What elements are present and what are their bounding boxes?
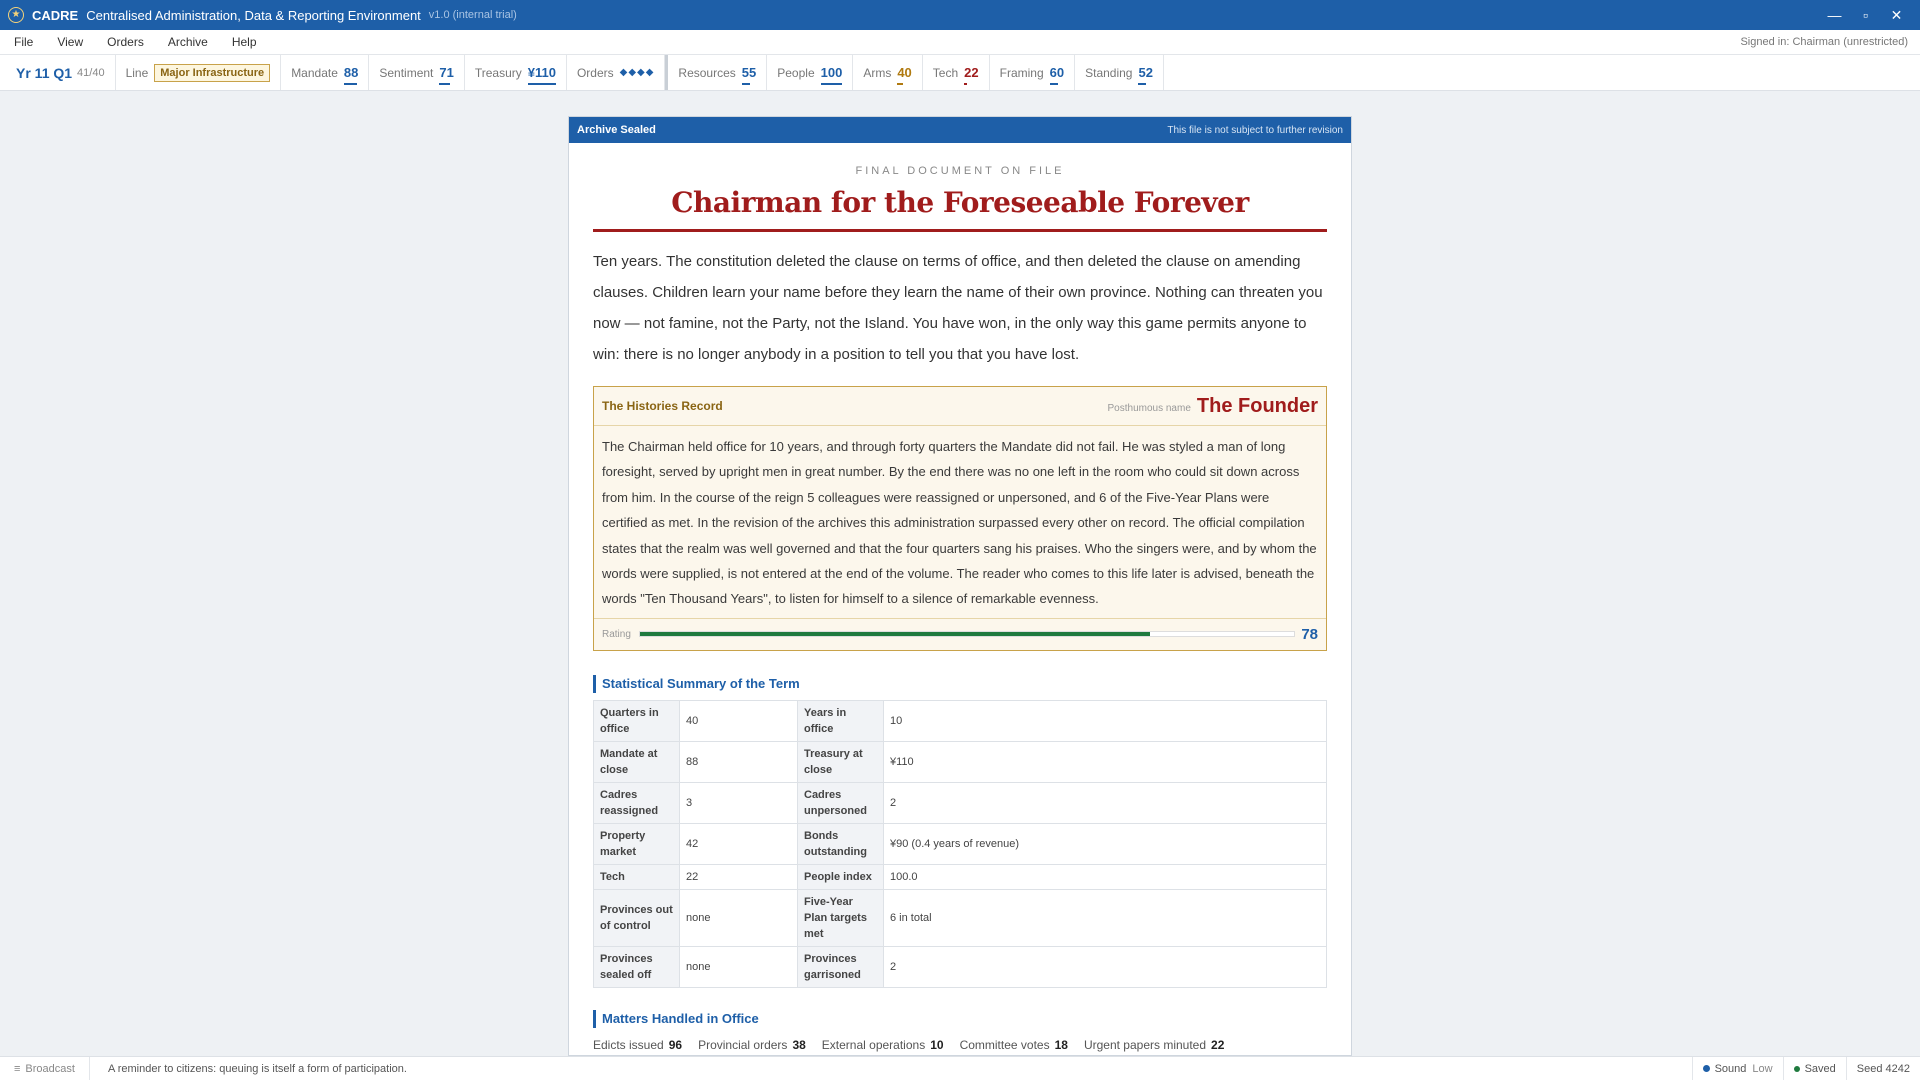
metric-label: Resources xyxy=(678,65,736,80)
menu-view[interactable]: View xyxy=(57,35,84,49)
document-kicker: FINAL DOCUMENT ON FILE xyxy=(855,165,1065,177)
document-header xyxy=(569,117,1351,143)
matter-label: Edicts issued xyxy=(593,1037,664,1052)
metric-value-text: 88 xyxy=(343,65,359,80)
broadcast-message: A reminder to citizens: queuing is itself a form of participation. xyxy=(107,1062,407,1075)
table-key-cell: Five-Year Plan targets met xyxy=(798,889,884,946)
minimize-icon[interactable]: — xyxy=(1827,6,1842,23)
posthumous-label: Posthumous name xyxy=(1107,402,1191,414)
archive-sealed-label: Archive Sealed xyxy=(577,124,656,136)
matter-item xyxy=(593,1038,682,1052)
table-row xyxy=(594,946,1327,987)
menu-help[interactable]: Help xyxy=(231,35,257,49)
line-badge: Major Infrastructure xyxy=(154,64,270,82)
line-indicator[interactable] xyxy=(116,55,282,90)
footer-status-group xyxy=(1692,1057,1920,1080)
table-key-cell: Treasury at close xyxy=(798,741,884,782)
metric-value xyxy=(1138,65,1152,80)
metric-value-text: ¥110 xyxy=(527,65,556,80)
document-intro: Ten years. The constitution deleted the clause on terms of office, and then deleted the clause on amending clauses. Children learn your name before they learn the name of their own province. Nothing can threaten you now — not famine, not the Party, not the Island. You have won, in the only way this game permits anyone to win: there is no longer anybody in a position to tell you that you have lost. xyxy=(593,253,1323,363)
metric-value xyxy=(821,65,843,80)
table-key-cell: Cadres unpersoned xyxy=(798,782,884,823)
metric-value xyxy=(964,65,978,80)
saved-indicator xyxy=(1783,1057,1846,1080)
rating-label: Rating xyxy=(602,628,631,640)
table-value-cell: 42 xyxy=(680,823,798,864)
table-value-cell: none xyxy=(680,946,798,987)
app-name: CADRE xyxy=(32,7,79,23)
app-version: v1.0 (internal trial) xyxy=(428,9,517,21)
matters-list xyxy=(593,1038,1327,1052)
saved-label: Saved xyxy=(1804,1062,1836,1075)
table-row xyxy=(594,823,1327,864)
sound-value: Low xyxy=(1752,1062,1773,1075)
table-value-cell: 2 xyxy=(884,946,1327,987)
table-key-cell: Mandate at close xyxy=(594,741,680,782)
metric-value xyxy=(897,65,911,80)
metric-level-bar xyxy=(439,83,449,85)
broadcast-label: Broadcast xyxy=(25,1062,75,1075)
metric-resources[interactable] xyxy=(668,55,767,90)
metrics-group-primary xyxy=(281,55,567,90)
metric-value xyxy=(439,65,453,80)
final-document xyxy=(568,116,1352,1056)
metric-mandate[interactable] xyxy=(281,55,369,90)
metric-sentiment[interactable] xyxy=(369,55,465,90)
status-footer xyxy=(0,1056,1920,1080)
rating-row xyxy=(594,618,1326,650)
table-key-cell: Provinces sealed off xyxy=(594,946,680,987)
seed-indicator xyxy=(1846,1057,1920,1080)
matter-item xyxy=(822,1038,944,1052)
table-row xyxy=(594,864,1327,889)
metric-arms[interactable] xyxy=(853,55,922,90)
star-logo-icon: ★ xyxy=(8,7,24,23)
metrics-group-secondary xyxy=(665,55,1164,90)
rating-value: 78 xyxy=(1301,625,1318,643)
table-key-cell: Bonds outstanding xyxy=(798,823,884,864)
table-key-cell: Quarters in office xyxy=(594,700,680,741)
table-value-cell: none xyxy=(680,889,798,946)
table-value-cell: 3 xyxy=(680,782,798,823)
table-value-cell: 40 xyxy=(680,700,798,741)
metric-tech[interactable] xyxy=(923,55,990,90)
menu-archive[interactable]: Archive xyxy=(167,35,208,49)
table-key-cell: Tech xyxy=(594,864,680,889)
table-key-cell: Property market xyxy=(594,823,680,864)
metric-treasury[interactable] xyxy=(465,55,567,90)
metric-standing[interactable] xyxy=(1075,55,1164,90)
broadcast-icon: ≡ xyxy=(14,1062,21,1075)
matter-item xyxy=(1084,1038,1224,1052)
metric-label: Treasury xyxy=(474,65,522,80)
metric-value-text: 52 xyxy=(1138,65,1153,80)
metric-level-bar xyxy=(742,83,750,85)
metric-label: Mandate xyxy=(291,65,338,80)
metric-value xyxy=(344,65,358,80)
metric-value-text: 55 xyxy=(741,65,757,80)
saved-dot-icon xyxy=(1794,1066,1800,1072)
rating-bar-fill xyxy=(640,632,1150,636)
metric-framing[interactable] xyxy=(990,55,1075,90)
metric-label: Tech xyxy=(932,65,959,80)
table-value-cell: ¥90 (0.4 years of revenue) xyxy=(884,823,1327,864)
metric-level-bar xyxy=(821,83,843,85)
matter-value: 18 xyxy=(1054,1037,1068,1052)
summary-table xyxy=(593,700,1327,988)
matter-label: Provincial orders xyxy=(698,1037,788,1052)
revision-note: This file is not subject to further revision xyxy=(1167,124,1343,136)
table-value-cell: ¥110 xyxy=(884,741,1327,782)
matters-section-title: Matters Handled in Office xyxy=(593,1010,1327,1028)
status-strip xyxy=(0,54,1920,91)
sound-icon xyxy=(1703,1065,1710,1072)
broadcast-tab[interactable] xyxy=(0,1057,90,1080)
table-value-cell: 100.0 xyxy=(884,864,1327,889)
metric-value-text: 100 xyxy=(820,65,843,80)
close-icon[interactable]: ✕ xyxy=(1890,6,1903,23)
histories-record xyxy=(593,386,1327,651)
posthumous-name: The Founder xyxy=(1196,394,1318,417)
metric-value-text: 71 xyxy=(439,65,454,80)
matter-value: 96 xyxy=(668,1037,683,1052)
histories-header xyxy=(594,387,1326,426)
table-key-cell: People index xyxy=(798,864,884,889)
metric-label: Sentiment xyxy=(379,65,434,80)
table-key-cell: Years in office xyxy=(798,700,884,741)
metric-value xyxy=(1050,65,1064,80)
metric-level-bar xyxy=(344,83,357,85)
metric-value-text: 60 xyxy=(1049,65,1065,80)
matter-label: Urgent papers minuted xyxy=(1083,1037,1207,1052)
document-body xyxy=(569,165,1351,1052)
metric-label: Standing xyxy=(1085,65,1133,80)
metric-level-bar xyxy=(528,83,556,85)
metric-level-bar xyxy=(897,83,903,85)
current-date: Yr 11 Q1 xyxy=(16,64,73,81)
seed-label: Seed 4242 xyxy=(1856,1062,1910,1075)
matter-value: 10 xyxy=(930,1037,944,1052)
metric-value-text: 40 xyxy=(897,65,912,80)
summary-section-title: Statistical Summary of the Term xyxy=(593,675,1327,693)
table-value-cell: 22 xyxy=(680,864,798,889)
table-row xyxy=(594,741,1327,782)
matter-value: 22 xyxy=(1211,1037,1225,1052)
orders-indicator[interactable] xyxy=(567,55,665,90)
matter-value: 38 xyxy=(792,1037,806,1052)
window-controls xyxy=(1819,7,1912,24)
metric-label: People xyxy=(777,65,815,80)
app-full-name: Centralised Administration, Data & Reporting Environment xyxy=(86,7,421,23)
matter-label: External operations xyxy=(821,1037,926,1052)
table-key-cell: Cadres reassigned xyxy=(594,782,680,823)
metric-label: Framing xyxy=(999,65,1044,80)
metric-value-text: 22 xyxy=(964,65,979,80)
metric-level-bar xyxy=(1050,83,1059,85)
sound-label: Sound xyxy=(1714,1062,1747,1075)
matter-item xyxy=(698,1038,806,1052)
table-row xyxy=(594,889,1327,946)
metric-people[interactable] xyxy=(767,55,853,90)
quarter-progress: 41/40 xyxy=(77,66,105,79)
maximize-icon[interactable]: ▫ xyxy=(1863,6,1868,23)
histories-title: The Histories Record xyxy=(602,399,723,413)
document-title: Chairman for the Foreseeable Forever xyxy=(593,186,1327,232)
table-value-cell: 10 xyxy=(884,700,1327,741)
matter-label: Committee votes xyxy=(959,1037,1050,1052)
table-value-cell: 88 xyxy=(680,741,798,782)
rating-bar xyxy=(639,631,1295,637)
matter-item xyxy=(960,1038,1068,1052)
table-key-cell: Provinces garrisoned xyxy=(798,946,884,987)
table-value-cell: 6 in total xyxy=(884,889,1327,946)
metric-label: Arms xyxy=(863,65,892,80)
title-bar xyxy=(0,0,1920,30)
menu-orders[interactable]: Orders xyxy=(107,35,144,49)
metric-level-bar xyxy=(964,83,967,85)
table-row xyxy=(594,782,1327,823)
histories-text: The Chairman held office for 10 years, and through forty quarters the Mandate did not fail. He was styled a man of long foresight, served by upright men in great number. By the end there was no one left in the room who could sit down across from him. In the course of the reign 5 colleagues were reassigned or unpersoned, and 6 of the Five-Year Plans were certified as met. In the revision of the archives this administration surpassed every other on record. The official compilation states that the realm was well governed and that the four quarters sang his praises. Who the singers were, and by whom the words were supplied, is not entered at the end of the volume. The reader who comes to this life later is advised, beneath the words "Ten Thousand Years", to listen for himself to a silence of remarkable evenness. xyxy=(602,439,1317,607)
metric-value xyxy=(528,65,556,80)
metric-level-bar xyxy=(1138,83,1146,85)
menu-bar xyxy=(0,30,1920,54)
table-key-cell: Provinces out of control xyxy=(594,889,680,946)
signed-in-status: Signed in: Chairman (unrestricted) xyxy=(1740,36,1908,48)
table-row xyxy=(594,700,1327,741)
orders-label: Orders xyxy=(576,65,614,80)
table-value-cell: 2 xyxy=(884,782,1327,823)
metric-value xyxy=(742,65,756,80)
sound-toggle[interactable] xyxy=(1692,1057,1783,1080)
line-label: Line xyxy=(125,65,149,80)
date-indicator xyxy=(0,55,116,90)
orders-diamonds-icon: ◆◆◆◆ xyxy=(619,67,655,78)
menu-file[interactable]: File xyxy=(14,35,34,49)
